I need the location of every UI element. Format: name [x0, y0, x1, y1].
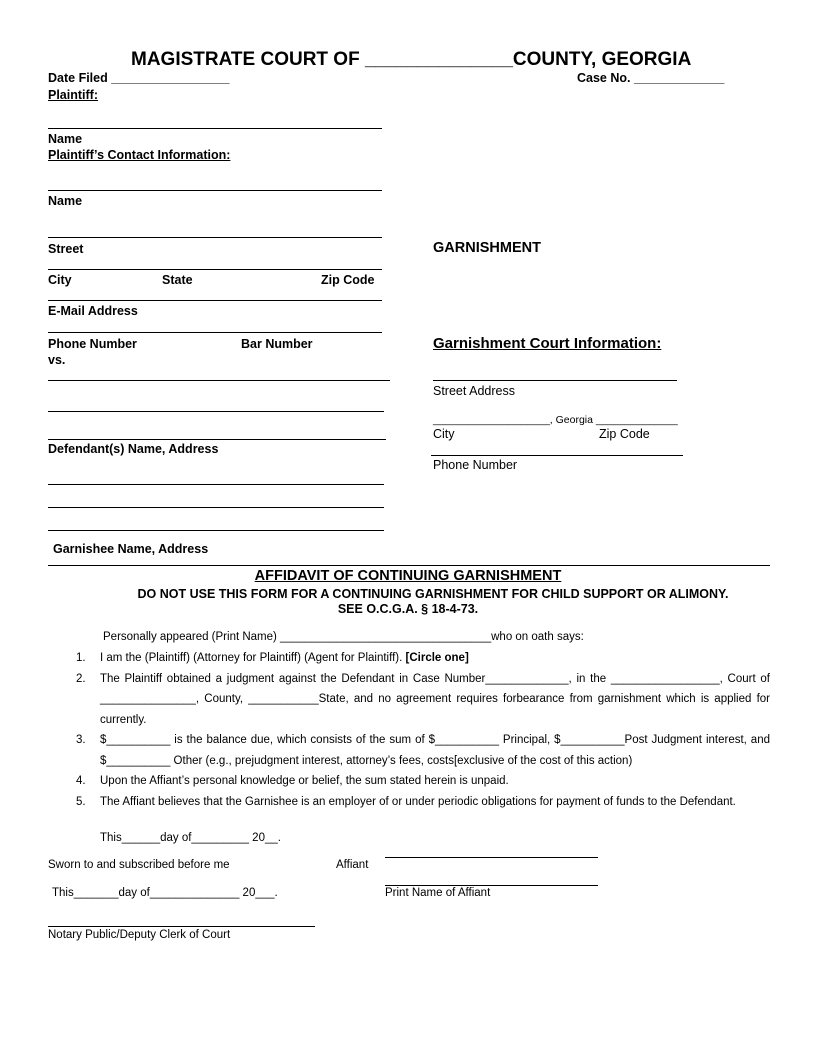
- plaintiff-name-line[interactable]: [48, 128, 382, 129]
- item-text: I am the (Plaintiff) (Attorney for Plaintiff) (Agent for Plaintiff).: [100, 652, 406, 664]
- section-divider: [48, 565, 770, 566]
- email-line[interactable]: [48, 300, 382, 301]
- county-blank[interactable]: ______________: [364, 49, 513, 70]
- affiant-signature-line[interactable]: [385, 857, 598, 858]
- affidavit-title: AFFIDAVIT OF CONTINUING GARNISHMENT: [254, 568, 562, 584]
- item-emphasis: [Circle one]: [405, 652, 469, 664]
- court-info-heading: Garnishment Court Information:: [433, 335, 662, 352]
- affidavit-warning-1: DO NOT USE THIS FORM FOR A CONTINUING GARNISHMENT FOR CHILD SUPPORT OR ALIMONY.: [137, 587, 729, 601]
- print-name-label: Print Name of Affiant: [385, 887, 491, 899]
- print-name-line[interactable]: [385, 885, 598, 886]
- affidavit-items: [48, 648, 770, 812]
- contact-name-line[interactable]: [48, 190, 382, 191]
- phone-label: Phone Number: [48, 337, 137, 351]
- court-city-line[interactable]: [433, 414, 678, 426]
- court-city-line-text: ____________________, Georgia ______________: [433, 414, 678, 426]
- notary-signature-line[interactable]: [48, 926, 315, 927]
- court-phone-line[interactable]: [431, 455, 683, 456]
- affidavit-warning-2: SEE O.C.G.A. § 18-4-73.: [337, 602, 479, 616]
- date-filed[interactable]: Date Filed _________________: [48, 71, 230, 85]
- affidavit-intro[interactable]: Personally appeared (Print Name) _________________________________who on oath says:: [103, 631, 584, 643]
- state-label: State: [162, 273, 193, 287]
- phone-line[interactable]: [48, 332, 382, 333]
- bar-number-label: Bar Number: [241, 337, 313, 351]
- plaintiff-contact-heading: Plaintiff’s Contact Information:: [48, 148, 231, 162]
- street-line[interactable]: [48, 237, 382, 238]
- item-text[interactable]: The Plaintiff obtained a judgment against the Defendant in Case Number_____________, in the _________________, Court of _______________, County, ___________State, and no agreement requires forbearance from garnishment which is applied for currently.: [100, 672, 770, 726]
- garnishee-line-3[interactable]: [48, 530, 384, 531]
- item-number: 3.: [76, 734, 86, 746]
- affiant-date-line[interactable]: This______day of_________ 20__.: [100, 832, 281, 844]
- item-text: The Affiant believes that the Garnishee is an employer of or under periodic obligations for payment of funds to the Defendant.: [100, 795, 736, 808]
- court-street-line[interactable]: [433, 380, 677, 381]
- defendant-line-2[interactable]: [48, 411, 384, 412]
- item-number: 2.: [76, 672, 86, 685]
- vs-label: vs.: [48, 353, 66, 367]
- list-item: [48, 648, 770, 669]
- plaintiff-heading: Plaintiff:: [48, 88, 98, 102]
- contact-name-label: Name: [48, 194, 83, 208]
- defendant-line-3[interactable]: [48, 439, 386, 440]
- list-item: [48, 771, 770, 792]
- court-street-label: Street Address: [433, 384, 515, 398]
- notary-date-line[interactable]: This_______day of______________ 20___.: [52, 887, 278, 899]
- item-number: 5.: [76, 795, 86, 808]
- garnishee-line-1[interactable]: [48, 484, 384, 485]
- court-city-label: City: [433, 427, 455, 441]
- court-title-prefix: MAGISTRATE COURT OF: [131, 49, 365, 70]
- garnishee-line-2[interactable]: [48, 507, 384, 508]
- email-label: E-Mail Address: [48, 304, 138, 318]
- city-line[interactable]: [48, 269, 382, 270]
- zip-label: Zip Code: [321, 273, 375, 287]
- notary-label: Notary Public/Deputy Clerk of Court: [48, 929, 231, 941]
- item-text[interactable]: $__________ is the balance due, which consists of the sum of $__________ Principal, $__________Post Judgment interest, and $__________ Other (e.g., prejudgment interest, attorney’s fees, costs[exclusive of the cost of this action): [100, 734, 770, 767]
- item-text: Upon the Affiant’s personal knowledge or belief, the sum stated herein is unpaid.: [100, 775, 509, 787]
- sworn-label: Sworn to and subscribed before me: [48, 859, 230, 871]
- case-number[interactable]: Case No. _____________: [577, 71, 725, 85]
- plaintiff-name-label: Name: [48, 132, 83, 146]
- item-number: 4.: [76, 775, 86, 787]
- defendant-label: Defendant(s) Name, Address: [48, 442, 219, 456]
- list-item: [48, 730, 770, 771]
- court-phone-label: Phone Number: [433, 458, 518, 472]
- item-number: 1.: [76, 652, 86, 664]
- street-label: Street: [48, 242, 84, 256]
- court-title: [131, 49, 691, 71]
- list-item: [48, 669, 770, 731]
- list-item: [48, 792, 770, 813]
- city-label: City: [48, 273, 72, 287]
- garnishee-label: Garnishee Name, Address: [53, 542, 209, 556]
- defendant-line-1[interactable]: [48, 380, 390, 381]
- affiant-label: Affiant: [336, 859, 369, 871]
- court-title-suffix: COUNTY, GEORGIA: [512, 49, 692, 70]
- garnishment-heading: GARNISHMENT: [433, 240, 541, 256]
- court-zip-label: Zip Code: [599, 427, 650, 441]
